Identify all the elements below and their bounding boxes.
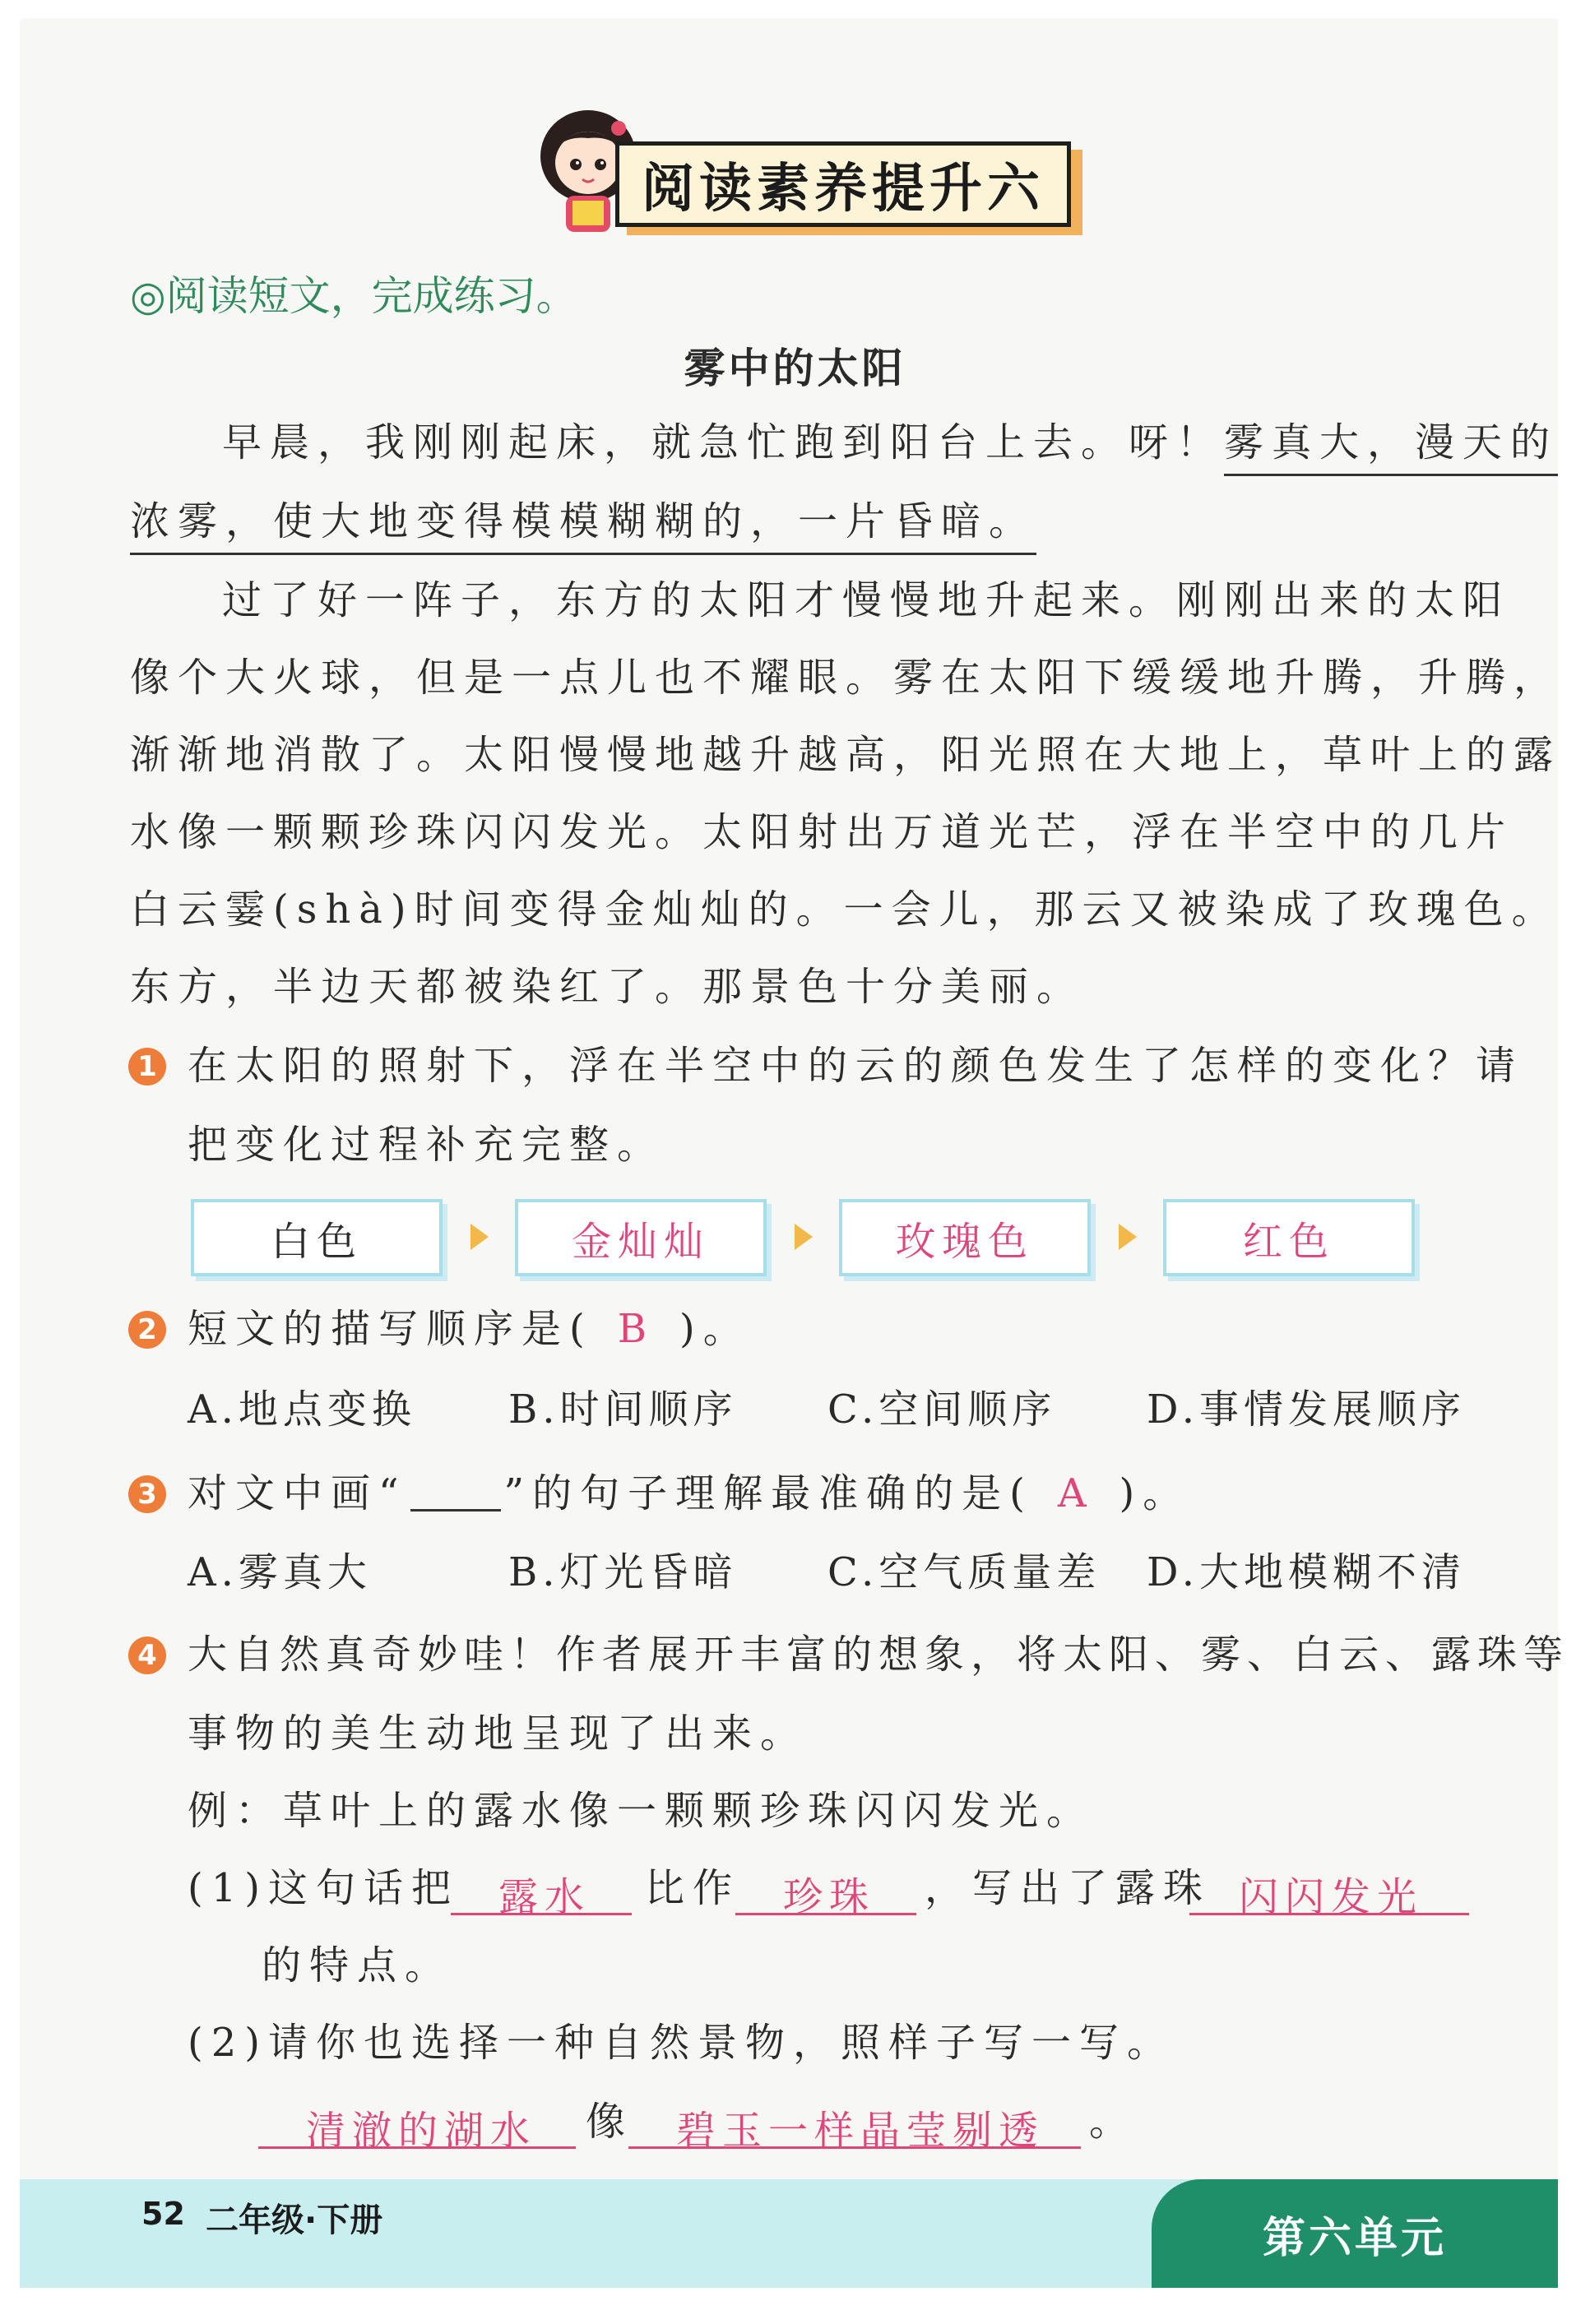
answer-text: 闪闪发光 bbox=[1239, 1874, 1424, 1920]
story-line: 白云霎(shà)时间变得金灿灿的。一会儿，那云又被染成了玫瑰色。 bbox=[130, 887, 1560, 933]
underlined-sentence: 雾真大，漫天的 bbox=[1224, 419, 1558, 476]
question-4-stem: 事物的美生动地呈现了出来。 bbox=[188, 1711, 809, 1757]
unit-tab: 第六单元 bbox=[1152, 2179, 1558, 2288]
answer-text: 珍珠 bbox=[783, 1874, 876, 1920]
example-sentence: 例：草叶上的露水像一颗颗珍珠闪闪发光。 bbox=[188, 1788, 1095, 1834]
sub-question-1-text: 的特点。 bbox=[262, 1942, 453, 1988]
option-b: B.时间顺序 bbox=[508, 1387, 738, 1433]
arrow-right-icon bbox=[795, 1224, 813, 1250]
question-2-answer[interactable]: B bbox=[617, 1306, 656, 1352]
question-3-stem bbox=[188, 1470, 1191, 1516]
sub-question-2-text: 。 bbox=[1089, 2099, 1138, 2145]
story-line: 水像一颗颗珍珠闪闪发光。太阳射出万道光芒，浮在半空中的几片 bbox=[130, 809, 1514, 855]
sub-question-1-text: ，写出了露珠 bbox=[925, 1865, 1212, 1911]
option-d: D.事情发展顺序 bbox=[1147, 1387, 1467, 1433]
story-text: 早晨，我刚刚起床，就急忙跑到阳台上去。呀！ bbox=[222, 419, 1225, 465]
instruction-text: ◎阅读短文，完成练习。 bbox=[130, 272, 577, 320]
question-4-stem: 大自然真奇妙哇！作者展开丰富的想象，将太阳、雾、白云、露珠等 bbox=[188, 1632, 1570, 1678]
color-box-4-answer[interactable]: 红色 bbox=[1163, 1199, 1415, 1276]
page-number: 52 bbox=[141, 2196, 185, 2232]
sub-question-2-text: (2)请你也选择一种自然景物，照样子写一写。 bbox=[188, 2020, 1175, 2066]
question-number-badge: 1 bbox=[128, 1048, 166, 1086]
question-2-stem bbox=[188, 1306, 751, 1352]
option-c: C.空间顺序 bbox=[827, 1387, 1057, 1433]
question-text: )。 bbox=[1119, 1470, 1191, 1516]
option-c: C.空气质量差 bbox=[827, 1549, 1101, 1595]
underline-sample bbox=[410, 1509, 501, 1512]
story-line: 过了好一阵子，东方的太阳才慢慢地升起来。刚刚出来的太阳 bbox=[222, 577, 1511, 623]
color-box-1: 白色 bbox=[191, 1199, 443, 1276]
page-title: 阅读素养提升六 bbox=[615, 141, 1071, 227]
answer-text: 碧玉一样晶莹剔透 bbox=[676, 2108, 1045, 2154]
story-title: 雾中的太阳 bbox=[684, 345, 906, 392]
question-1-stem: 把变化过程补充完整。 bbox=[188, 1122, 665, 1168]
question-1-stem: 在太阳的照射下，浮在半空中的云的颜色发生了怎样的变化？请 bbox=[188, 1043, 1524, 1089]
question-number-badge: 2 bbox=[128, 1311, 166, 1349]
answer-text: 清澈的湖水 bbox=[306, 2108, 537, 2154]
story-line: 像个大火球，但是一点儿也不耀眼。雾在太阳下缓缓地升腾，升腾， bbox=[130, 655, 1562, 701]
question-text: 短文的描写顺序是( bbox=[188, 1306, 593, 1352]
color-box-3-answer[interactable]: 玫瑰色 bbox=[839, 1199, 1091, 1276]
option-b: B.灯光昏暗 bbox=[508, 1549, 738, 1595]
answer-text: 露水 bbox=[498, 1874, 591, 1920]
sub-question-2-text: 像 bbox=[586, 2099, 634, 2145]
question-number-badge: 4 bbox=[128, 1637, 166, 1674]
color-box-2-answer[interactable]: 金灿灿 bbox=[515, 1199, 767, 1276]
option-a: A.地点变换 bbox=[188, 1387, 416, 1433]
story-line: 渐渐地消散了。太阳慢慢地越升越高，阳光照在大地上，草叶上的露 bbox=[130, 732, 1562, 778]
option-d: D.大地模糊不清 bbox=[1147, 1549, 1467, 1595]
question-number-badge: 3 bbox=[128, 1475, 166, 1513]
question-3-answer[interactable]: A bbox=[1057, 1470, 1095, 1516]
story-line: 东方，半边天都被染红了。那景色十分美丽。 bbox=[130, 964, 1085, 1010]
underlined-sentence: 浓雾，使大地变得模模糊糊的，一片昏暗。 bbox=[130, 498, 1036, 555]
question-text: ”的句子理解最准确的是( bbox=[503, 1470, 1033, 1516]
story-line bbox=[222, 419, 1559, 465]
story-line bbox=[130, 498, 1037, 544]
sub-question-1-text: 比作 bbox=[645, 1865, 741, 1911]
arrow-right-icon bbox=[471, 1224, 489, 1250]
option-a: A.雾真大 bbox=[188, 1549, 372, 1595]
sub-question-1-text: (1)这句话把 bbox=[188, 1865, 459, 1911]
grade-label: 二年级·下册 bbox=[206, 2201, 383, 2239]
question-text: 对文中画“ bbox=[188, 1470, 407, 1516]
question-text: )。 bbox=[679, 1306, 751, 1352]
arrow-right-icon bbox=[1119, 1224, 1137, 1250]
